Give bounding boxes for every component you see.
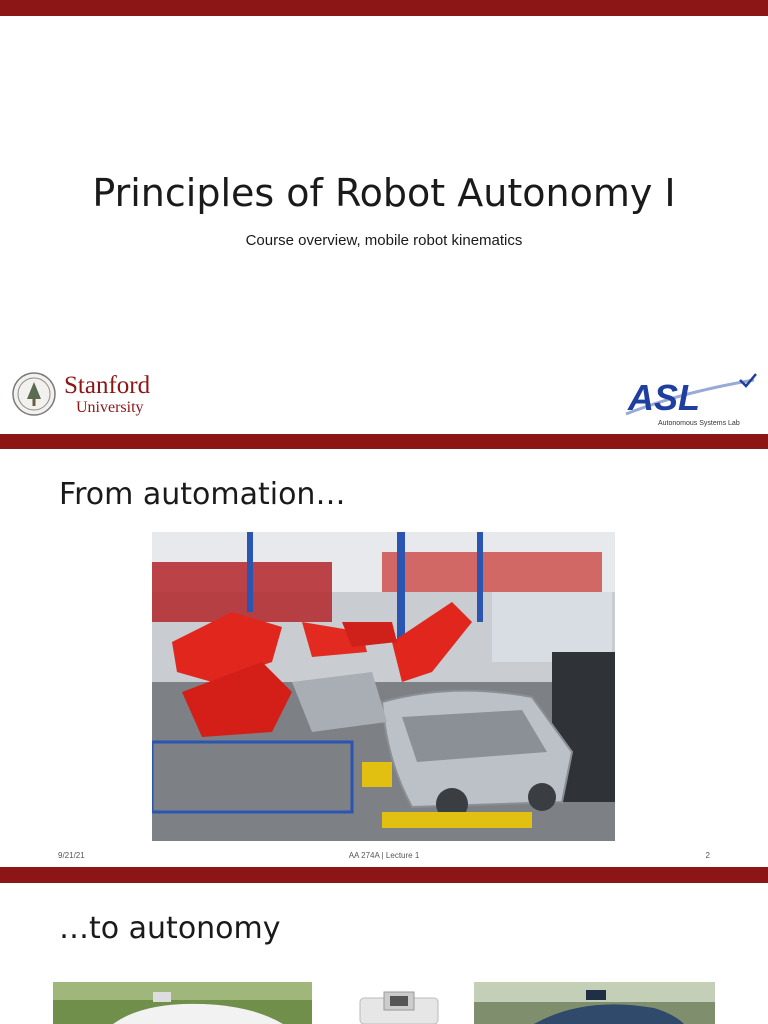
- slide-title: Principles of Robot Autonomy I: [92, 171, 676, 215]
- slide-subtitle: Course overview, mobile robot kinematics: [245, 232, 523, 249]
- automation-slide: [0, 449, 768, 867]
- footer-page-number: 2: [705, 851, 710, 860]
- top-bar: [0, 0, 768, 16]
- stanford-university: University: [76, 398, 144, 416]
- slide-divider-1: [0, 434, 768, 449]
- footer-date: 9/21/21: [58, 851, 85, 860]
- footer-course: AA 274A | Lecture 1: [348, 851, 420, 860]
- stanford-logo: [12, 368, 150, 420]
- slide-divider-2: [0, 867, 768, 883]
- stanford-seal-icon: [12, 372, 56, 416]
- service-robot-photo: [340, 982, 458, 1024]
- slide-title: From automation…: [59, 477, 346, 512]
- autonomous-vehicle-photo: [53, 982, 312, 1024]
- asl-logo: [622, 372, 762, 428]
- stanford-name: Stanford: [64, 371, 151, 399]
- autonomous-car-photo: [474, 982, 715, 1024]
- slide-title: …to autonomy: [59, 911, 281, 946]
- factory-robots-image: [152, 532, 615, 841]
- autonomy-slide: [0, 883, 768, 1024]
- title-slide: [0, 16, 768, 434]
- svg-text:ASL: ASL: [628, 377, 700, 418]
- svg-text:Autonomous Systems Lab: Autonomous Systems Lab: [658, 420, 740, 427]
